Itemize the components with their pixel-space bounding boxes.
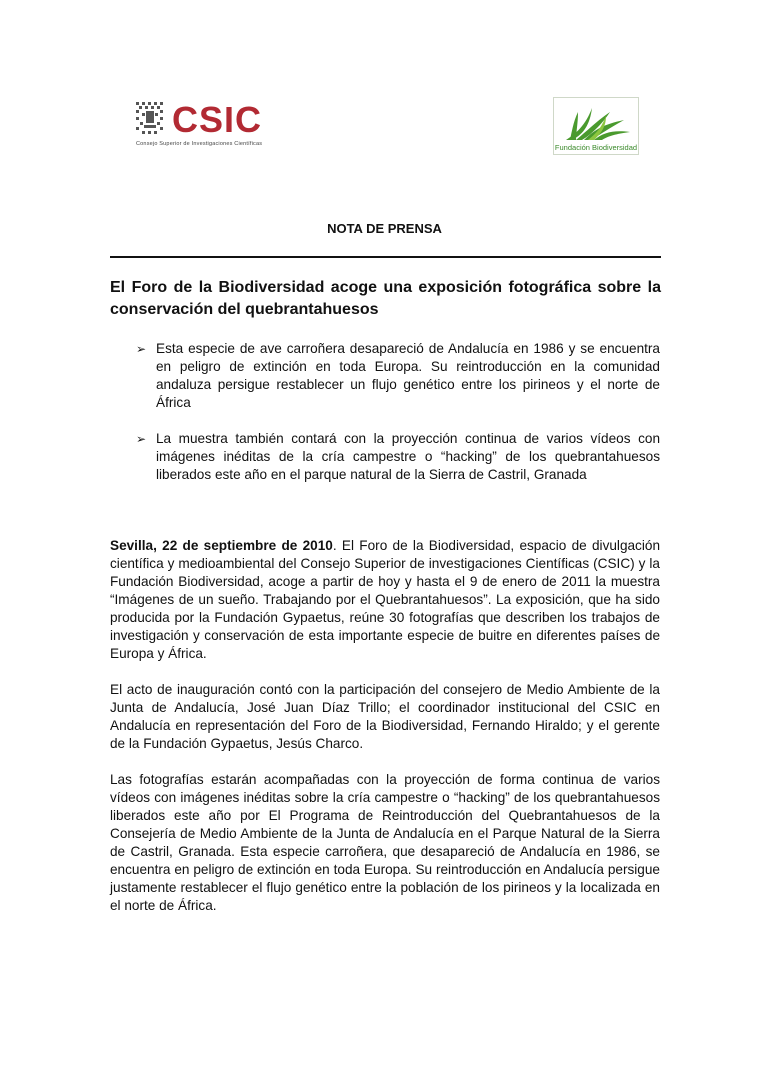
csic-subtitle: Consejo Superior de Investigaciones Científicas (136, 141, 263, 147)
summary-bullets (136, 340, 660, 502)
grass-icon (562, 102, 632, 142)
dateline: Sevilla, 22 de septiembre de 2010 (110, 538, 333, 553)
headline: El Foro de la Biodiversidad acoge una exposición fotográfica sobre la conservación del quebrantahuesos (110, 279, 661, 318)
fundacion-biodiversidad-name: Fundación Biodiversidad (554, 143, 638, 152)
bullet-text: Esta especie de ave carroñera desapareció de Andalucía en 1986 y se encuentra en peligro de extinción en toda Europa. Su reintroducción en la comunidad andaluza persigue restablecer un flujo genético entre los pirineos y el norte de África (156, 341, 660, 410)
csic-logo (134, 100, 294, 152)
list-item (136, 430, 660, 484)
csic-emblem-icon (134, 100, 168, 138)
csic-wordmark: CSIC (172, 99, 263, 140)
bullet-text: La muestra también contará con la proyección continua de varios vídeos con imágenes inéditas de la cría campestre o “hacking” de los quebrantahuesos liberados este año en el parque natural de la Sierra de Castril, Granada (156, 431, 660, 482)
paragraph-text: . El Foro de la Biodiversidad, espacio de divulgación científica y medioambiental del Consejo Superior de investigaciones Científicas (CSIC) y la Fundación Biodiversidad, acoge a partir de hoy y hasta el 9 de enero de 2011 la muestra “Imágenes de un sueño. Trabajando por el Quebrantahuesos”. La exposición, que ha sido producida por la Fundación Gypaetus, reúne 30 fotografías que describen los trabajos de investigación y conservación de esta importante especie de buitre en diferentes países de Europa y África. (110, 538, 660, 661)
article-body (110, 537, 660, 933)
divider (110, 256, 661, 258)
fundacion-biodiversidad-logo (553, 97, 639, 155)
arrow-bullet-icon: ➢ (136, 342, 147, 356)
paragraph (110, 537, 660, 663)
arrow-bullet-icon: ➢ (136, 432, 147, 446)
paragraph: El acto de inauguración contó con la participación del consejero de Medio Ambiente de la Junta de Andalucía, José Juan Díaz Trillo; el coordinador institucional del CSIC en Andalucía en representación del Foro de la Biodiversidad, Fernando Hiraldo; y el gerente de la Fundación Gypaetus, Jesús Charco. (110, 682, 660, 751)
press-release-label: NOTA DE PRENSA (327, 221, 442, 236)
list-item (136, 340, 660, 412)
paragraph: Las fotografías estarán acompañadas con la proyección de forma continua de varios vídeos con imágenes inéditas sobre la cría campestre o “hacking” de los quebrantahuesos liberados este año por El Programa de Reintroducción del Quebrantahuesos de la Consejería de Medio Ambiente de la Junta de Andalucía en el Parque Natural de la Sierra de Castril, Granada. Esta especie carroñera, que desapareció de Andalucía en 1986, se encuentra en peligro de extinción en toda Europa. Su reintroducción en Andalucía persigue justamente restablecer el flujo genético entre la población de los pirineos y la localizada en el norte de África. (110, 772, 660, 913)
